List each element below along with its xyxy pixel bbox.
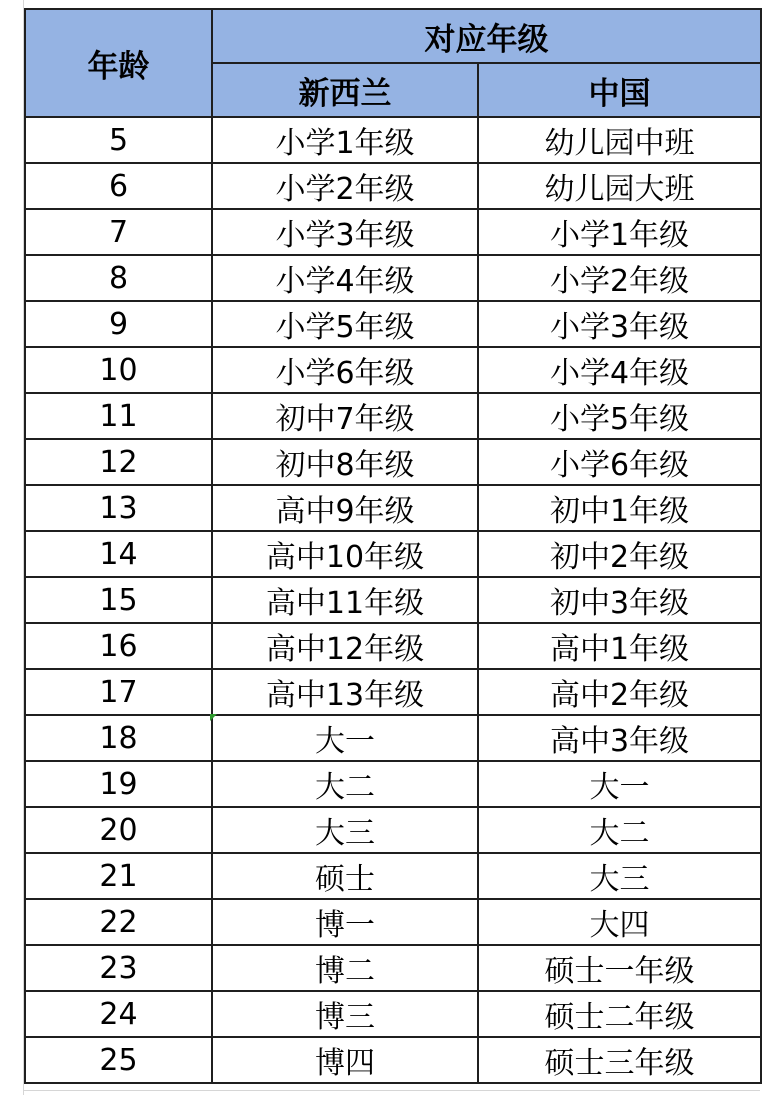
nz-grade-cell[interactable]: 硕士: [212, 853, 478, 899]
nz-grade-cell[interactable]: 小学6年级: [212, 347, 478, 393]
cn-grade-cell[interactable]: 幼儿园中班: [478, 117, 761, 163]
header-china[interactable]: 中国: [478, 63, 761, 117]
nz-grade-cell[interactable]: 小学4年级: [212, 255, 478, 301]
row-header-gutter: [0, 0, 24, 1095]
age-cell[interactable]: 6: [25, 163, 212, 209]
table-row: [25, 715, 761, 761]
table-row: [25, 531, 761, 577]
age-cell[interactable]: 9: [25, 301, 212, 347]
table-row: [25, 623, 761, 669]
header-new-zealand[interactable]: 新西兰: [212, 63, 478, 117]
nz-grade-cell[interactable]: 高中10年级: [212, 531, 478, 577]
age-cell[interactable]: 20: [25, 807, 212, 853]
cn-grade-cell[interactable]: 高中3年级: [478, 715, 761, 761]
cn-grade-cell[interactable]: 小学6年级: [478, 439, 761, 485]
nz-grade-cell[interactable]: 高中12年级: [212, 623, 478, 669]
nz-grade-cell[interactable]: 初中8年级: [212, 439, 478, 485]
cell-comment-marker: [210, 714, 217, 721]
age-cell[interactable]: 22: [25, 899, 212, 945]
cn-grade-cell[interactable]: 小学2年级: [478, 255, 761, 301]
cn-grade-cell[interactable]: 大一: [478, 761, 761, 807]
table-row: [25, 761, 761, 807]
table-row: [25, 945, 761, 991]
table-row: [25, 1037, 761, 1083]
table-row: [25, 991, 761, 1037]
nz-grade-cell[interactable]: 博三: [212, 991, 478, 1037]
cn-grade-cell[interactable]: 硕士二年级: [478, 991, 761, 1037]
table-row: [25, 485, 761, 531]
age-cell[interactable]: 17: [25, 669, 212, 715]
table-row: [25, 163, 761, 209]
nz-grade-cell[interactable]: 博二: [212, 945, 478, 991]
nz-grade-cell[interactable]: 大三: [212, 807, 478, 853]
nz-grade-cell[interactable]: 小学1年级: [212, 117, 478, 163]
age-cell[interactable]: 21: [25, 853, 212, 899]
cn-grade-cell[interactable]: 硕士三年级: [478, 1037, 761, 1083]
table-row: [25, 117, 761, 163]
age-cell[interactable]: 12: [25, 439, 212, 485]
nz-grade-cell[interactable]: 博四: [212, 1037, 478, 1083]
header-row-top: [25, 9, 761, 63]
nz-grade-cell[interactable]: 高中13年级: [212, 669, 478, 715]
table-row: [25, 255, 761, 301]
cn-grade-cell[interactable]: 大三: [478, 853, 761, 899]
cn-grade-cell[interactable]: 初中2年级: [478, 531, 761, 577]
header-grade-group[interactable]: 对应年级: [212, 9, 761, 63]
age-cell[interactable]: 19: [25, 761, 212, 807]
age-cell[interactable]: 23: [25, 945, 212, 991]
table-row: [25, 347, 761, 393]
table-row: [25, 577, 761, 623]
nz-grade-cell[interactable]: 大二: [212, 761, 478, 807]
table-body: [25, 117, 761, 1083]
table-row: [25, 301, 761, 347]
table-row: [25, 807, 761, 853]
cn-grade-cell[interactable]: 大四: [478, 899, 761, 945]
age-cell[interactable]: 15: [25, 577, 212, 623]
age-cell[interactable]: 25: [25, 1037, 212, 1083]
nz-grade-cell[interactable]: 大一: [212, 715, 478, 761]
nz-grade-cell[interactable]: 高中11年级: [212, 577, 478, 623]
age-cell[interactable]: 24: [25, 991, 212, 1037]
age-cell[interactable]: 11: [25, 393, 212, 439]
table-row: [25, 853, 761, 899]
nz-grade-cell[interactable]: 初中7年级: [212, 393, 478, 439]
table-header: [25, 9, 761, 117]
cn-grade-cell[interactable]: 初中3年级: [478, 577, 761, 623]
table-row: [25, 209, 761, 255]
nz-grade-cell[interactable]: 小学5年级: [212, 301, 478, 347]
grid-line: [24, 1090, 760, 1091]
table-row: [25, 393, 761, 439]
header-age[interactable]: 年龄: [25, 9, 212, 117]
grade-comparison-table: [24, 8, 762, 1084]
table-row: [25, 439, 761, 485]
cn-grade-cell[interactable]: 大二: [478, 807, 761, 853]
age-cell[interactable]: 8: [25, 255, 212, 301]
cn-grade-cell[interactable]: 硕士一年级: [478, 945, 761, 991]
cn-grade-cell[interactable]: 小学1年级: [478, 209, 761, 255]
nz-grade-cell[interactable]: 高中9年级: [212, 485, 478, 531]
cn-grade-cell[interactable]: 小学3年级: [478, 301, 761, 347]
age-cell[interactable]: 5: [25, 117, 212, 163]
cn-grade-cell[interactable]: 初中1年级: [478, 485, 761, 531]
table-row: [25, 669, 761, 715]
cn-grade-cell[interactable]: 高中1年级: [478, 623, 761, 669]
nz-grade-cell[interactable]: 小学2年级: [212, 163, 478, 209]
nz-grade-cell[interactable]: 小学3年级: [212, 209, 478, 255]
cn-grade-cell[interactable]: 高中2年级: [478, 669, 761, 715]
age-cell[interactable]: 16: [25, 623, 212, 669]
nz-grade-cell[interactable]: 博一: [212, 899, 478, 945]
cn-grade-cell[interactable]: 小学4年级: [478, 347, 761, 393]
age-cell[interactable]: 13: [25, 485, 212, 531]
age-cell[interactable]: 10: [25, 347, 212, 393]
cn-grade-cell[interactable]: 幼儿园大班: [478, 163, 761, 209]
cn-grade-cell[interactable]: 小学5年级: [478, 393, 761, 439]
age-cell[interactable]: 7: [25, 209, 212, 255]
table-row: [25, 899, 761, 945]
age-cell[interactable]: 18: [25, 715, 212, 761]
age-cell[interactable]: 14: [25, 531, 212, 577]
